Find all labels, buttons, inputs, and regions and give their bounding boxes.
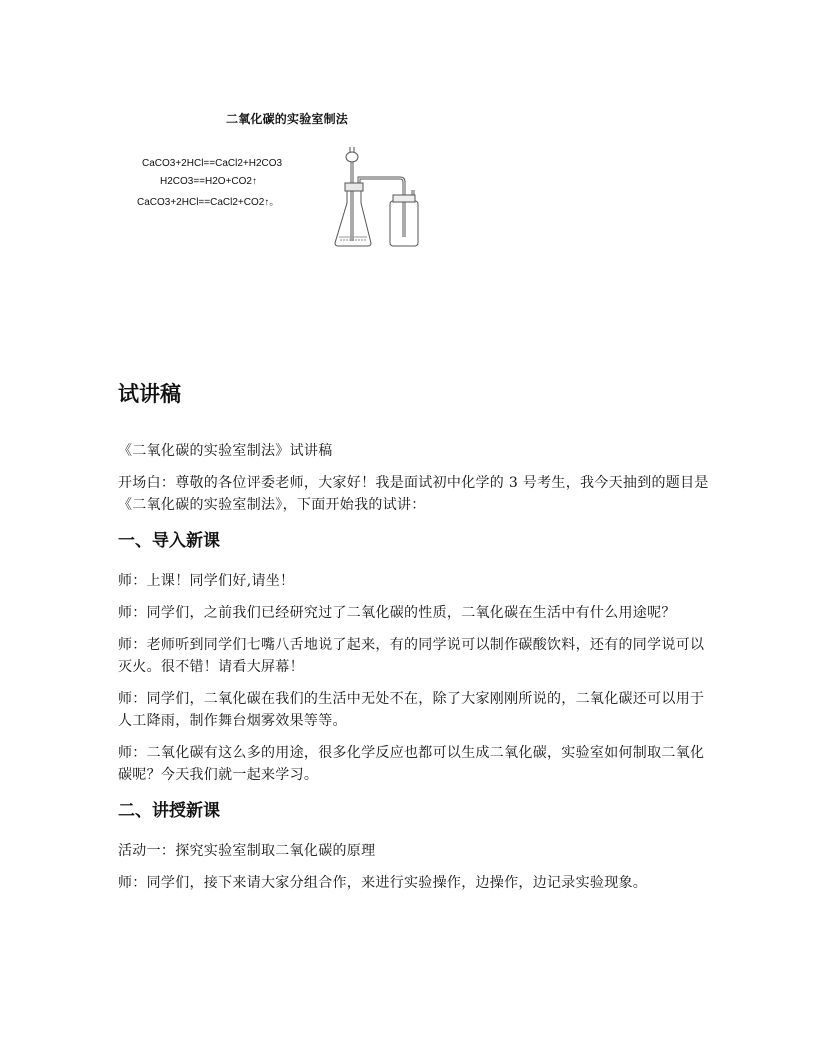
equation-2: H2CO3==H2O+CO2↑: [160, 176, 257, 187]
section-heading-introduction: 一、导入新课: [118, 531, 220, 551]
paragraph: 师：老师听到同学们七嘴八舌地说了起来，有的同学说可以制作碳酸饮料，还有的同学说可以灭火。很不错！请看大屏幕！: [118, 637, 705, 675]
paragraph: 师：同学们，二氧化碳在我们的生活中无处不在，除了大家刚刚所说的，二氧化碳还可以用于人工降雨，制作舞台烟雾效果等等。: [118, 691, 705, 729]
paragraph: 师：上课！同学们好,请坐！: [118, 573, 295, 589]
paragraph: 师：同学们，之前我们已经研究过了二氧化碳的性质，二氧化碳在生活中有什么用途呢？: [118, 605, 676, 621]
paragraph: 师：同学们，接下来请大家分组合作，来进行实验操作，边操作，边记录实验现象。: [118, 875, 648, 891]
opening-remarks: 开场白：尊敬的各位评委老师，大家好！我是面试初中化学的 3 号考生，我今天抽到的题目是《二氧化碳的实验室制法》，下面开始我的试讲：: [118, 475, 709, 513]
page-title: 试讲稿: [118, 382, 181, 406]
section-heading-new-lesson: 二、讲授新课: [118, 801, 220, 821]
activity-title: 活动一：探究实验室制取二氧化碳的原理: [118, 843, 376, 859]
co2-generation-apparatus-illustration: [330, 145, 422, 250]
lecture-script: [118, 376, 718, 904]
paragraph: 师：二氧化碳有这么多的用途，很多化学反应也都可以生成二氧化碳，实验室如何制取二氧化碳呢？今天我们就一起来学习。: [118, 745, 705, 783]
script-subtitle: 《二氧化碳的实验室制法》试讲稿: [118, 443, 333, 459]
equation-1: CaCO3+2HCl==CaCl2+H2CO3: [142, 158, 283, 169]
equation-3: CaCO3+2HCl==CaCl2+CO2↑。: [137, 197, 280, 208]
lesson-board-image: [0, 0, 816, 260]
board-title: 二氧化碳的实验室制法: [226, 112, 349, 126]
